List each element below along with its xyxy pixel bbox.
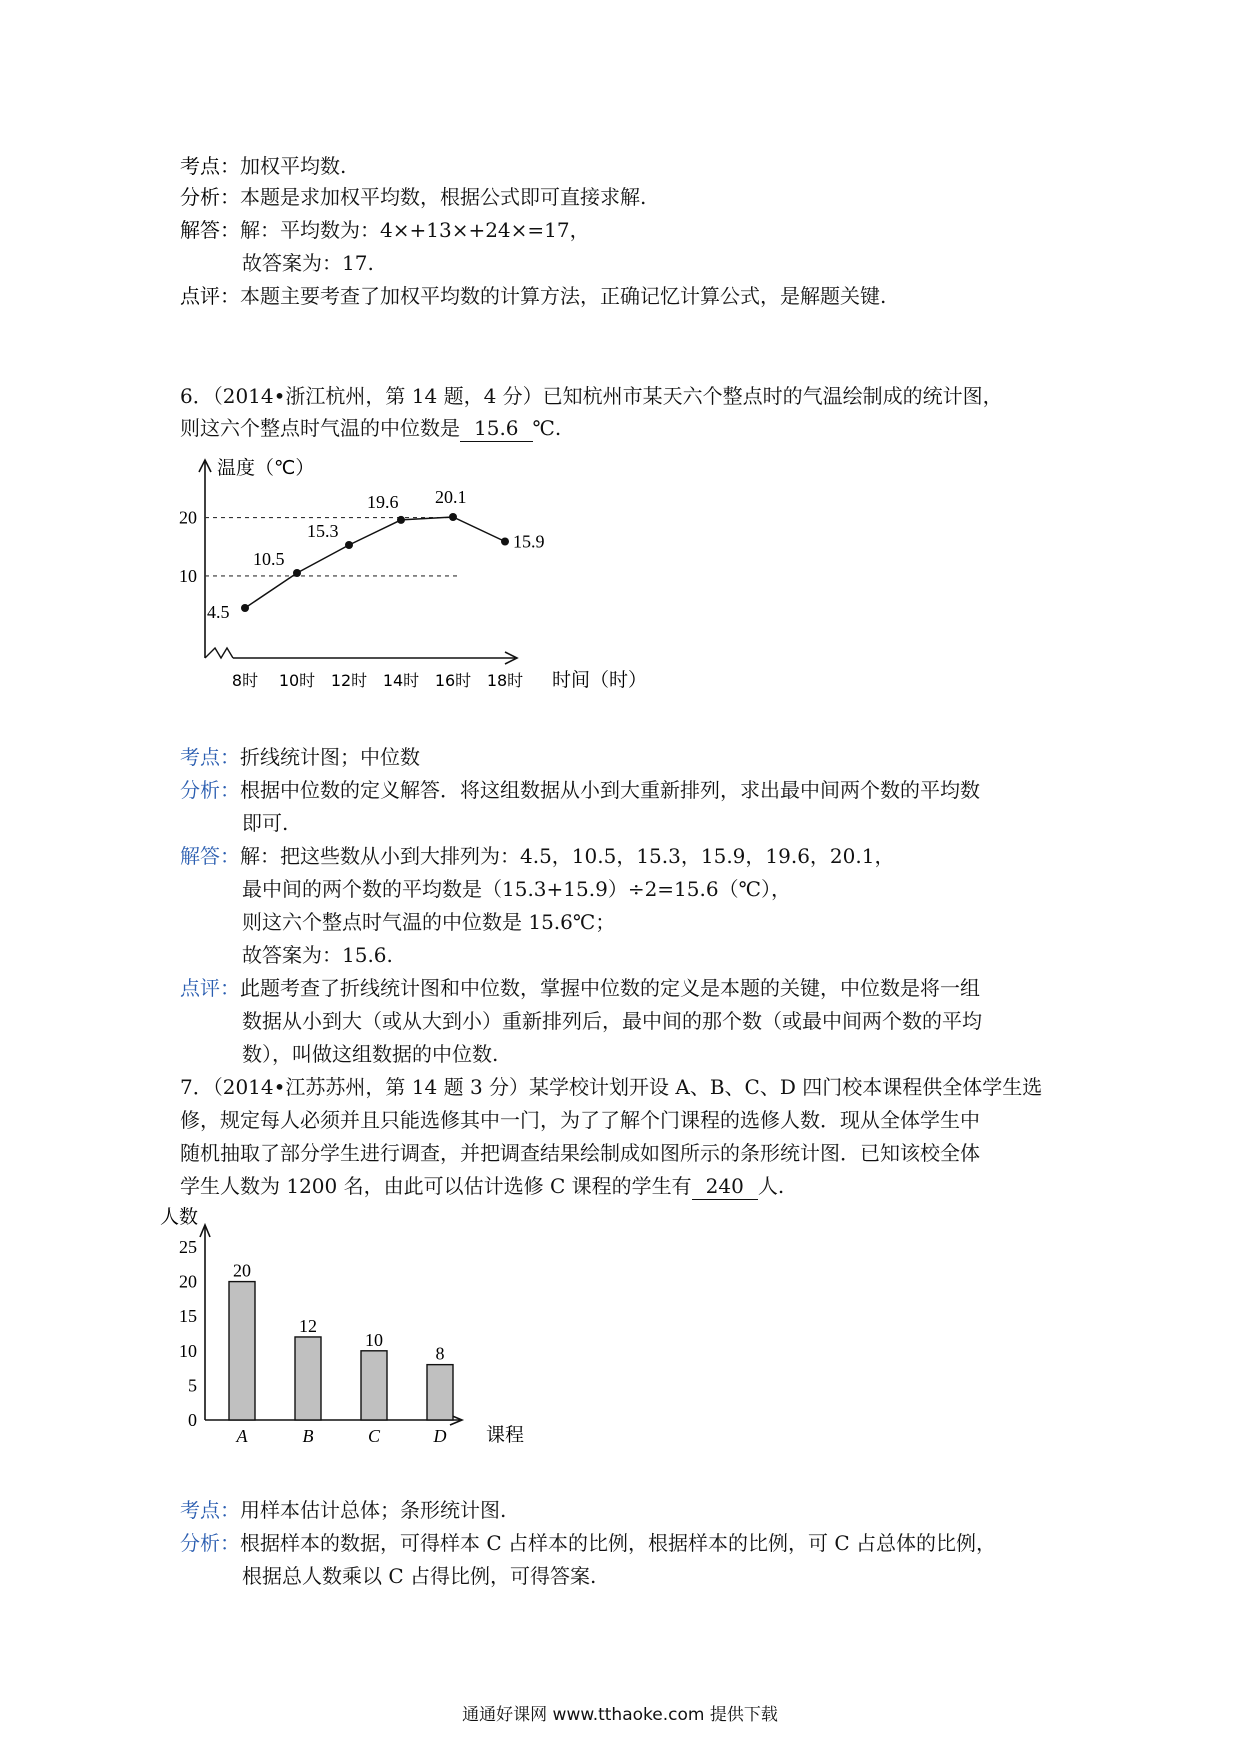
- data-point: [293, 569, 301, 577]
- data-point: [397, 516, 405, 524]
- q6-dianping-line: [180, 975, 980, 1001]
- y-tick-label: 10: [179, 565, 197, 586]
- y-tick-label: 20: [179, 507, 197, 528]
- q6-unit: ℃.: [532, 416, 562, 440]
- jieda-text-1: 解：把这些数从小到大排列为：4.5，10.5，15.3，15.9，19.6，20.1，: [240, 844, 895, 868]
- q6-fenxi-line: [180, 777, 980, 803]
- q6-jieda-line-3: 则这六个整点时气温的中位数是 15.6℃；: [242, 910, 616, 934]
- bar: [295, 1337, 321, 1420]
- q7-fenxi-line-2: 根据总人数乘以 C 占得比例，可得答案.: [242, 1564, 597, 1588]
- q6-kaodian-line: [180, 744, 420, 770]
- bar: [427, 1365, 453, 1420]
- data-point: [449, 513, 457, 521]
- q6-line-1: 6．（2014•浙江杭州，第 14 题，4 分）已知杭州市某天六个整点时的气温绘制成的统计图，: [180, 384, 1003, 408]
- kaodian-label: 考点：: [180, 745, 240, 769]
- y-tick-label: 10: [179, 1340, 197, 1361]
- x-tick-label: 18时: [486, 671, 524, 690]
- y-tick-label: 20: [179, 1271, 197, 1292]
- data-label: 4.5: [207, 602, 230, 622]
- data-label: 20: [233, 1260, 251, 1281]
- data-label: 19.6: [367, 491, 399, 512]
- fenxi-label: 分析：: [180, 1531, 240, 1555]
- jieda-label: 解答：: [180, 218, 240, 242]
- x-tick-label: 10时: [278, 671, 316, 690]
- y-tick-label: 5: [188, 1375, 197, 1396]
- q7-line-2: 修，规定每人必须并且只能选修其中一门，为了了解个门课程的选修人数．现从全体学生中: [180, 1108, 980, 1132]
- data-label: 15.3: [307, 521, 339, 541]
- dianping-label: 点评：: [180, 976, 240, 1000]
- q6-jieda-line-4: 故答案为：15.6.: [242, 943, 393, 967]
- q6-stem: 则这六个整点时气温的中位数是: [180, 416, 460, 440]
- q7-line-1: 7．（2014•江苏苏州，第 14 题 3 分）某学校计划开设 A、B、C、D 四门校本课程供全体学生选: [180, 1075, 1043, 1099]
- kaodian-label: 考点：: [180, 1498, 240, 1522]
- kaodian-text: 用样本估计总体；条形统计图.: [240, 1498, 507, 1522]
- q5-fenxi-line: [180, 184, 646, 210]
- q5-kaodian-line: [180, 153, 346, 179]
- q6-dianping-line-3: 数），叫做这组数据的中位数.: [242, 1042, 499, 1066]
- data-label: 10.5: [253, 549, 285, 569]
- x-tick-label: 14时: [382, 671, 420, 690]
- x-tick-label: D: [433, 1426, 447, 1445]
- x-tick-label: 12时: [330, 671, 368, 690]
- page-footer: 通通好课网 www.tthaoke.com 提供下载: [462, 1705, 778, 1725]
- q5-dianping-line: [180, 283, 886, 309]
- data-label: 15.9: [513, 531, 545, 552]
- q7-unit: 人.: [757, 1174, 785, 1198]
- y-tick-label: 15: [179, 1306, 197, 1327]
- q7-line-3: 随机抽取了部分学生进行调查，并把调查结果绘制成如图所示的条形统计图．已知该校全体: [180, 1141, 980, 1165]
- fenxi-text-1: 根据样本的数据，可得样本 C 占样本的比例，根据样本的比例，可 C 占总体的比例，: [240, 1531, 997, 1555]
- x-tick-label: A: [236, 1426, 248, 1445]
- kaodian-label: 考点：: [180, 154, 240, 178]
- dianping-label: 点评：: [180, 284, 240, 308]
- temperature-line-chart: [160, 450, 680, 710]
- q6-line-2: [180, 415, 561, 442]
- q5-jieda-line-2: 故答案为：17.: [242, 251, 374, 275]
- x-axis-label: 课程: [486, 1424, 525, 1445]
- q7-kaodian-line: [180, 1497, 506, 1523]
- q6-jieda-line: [180, 843, 894, 869]
- jieda-label: 解答：: [180, 844, 240, 868]
- data-point: [345, 541, 353, 549]
- q6-dianping-line-2: 数据从小到大（或从大到小）重新排列后，最中间的那个数（或最中间两个数的平均: [242, 1009, 982, 1033]
- fenxi-label: 分析：: [180, 185, 240, 209]
- x-tick-label: 16时: [434, 671, 472, 690]
- kaodian-text: 加权平均数.: [240, 154, 347, 178]
- dianping-text-1: 此题考查了折线统计图和中位数，掌握中位数的定义是本题的关键，中位数是将一组: [240, 976, 980, 1000]
- x-tick-label: B: [302, 1426, 314, 1445]
- q6-jieda-line-2: 最中间的两个数的平均数是（15.3+15.9）÷2=15.6（℃），: [242, 877, 791, 901]
- x-tick-label: C: [367, 1426, 381, 1445]
- q7-line-4: [180, 1173, 784, 1200]
- q7-answer-blank: 240: [692, 1173, 758, 1200]
- y-axis-label: 人数: [160, 1206, 199, 1228]
- fenxi-text-1: 根据中位数的定义解答．将这组数据从小到大重新排列，求出最中间两个数的平均数: [240, 778, 980, 802]
- x-axis-label: 时间（时）: [552, 669, 648, 691]
- axis-break-zigzag: [205, 648, 233, 658]
- jieda-text-1: 解：平均数为：4×+13×+24×=17，: [240, 218, 590, 242]
- bar: [229, 1282, 255, 1420]
- q7-fenxi-line: [180, 1530, 996, 1556]
- y-tick-label: 0: [188, 1410, 197, 1430]
- fenxi-label: 分析：: [180, 778, 240, 802]
- data-label: 10: [365, 1329, 383, 1350]
- q6-answer-blank: 15.6: [460, 415, 533, 442]
- y-tick-label: 25: [179, 1237, 197, 1257]
- kaodian-text: 折线统计图；中位数: [240, 745, 420, 769]
- q7-stem: 学生人数为 1200 名，由此可以估计选修 C 课程的学生有: [180, 1174, 692, 1198]
- data-label: 20.1: [435, 487, 467, 507]
- q5-jieda-line: [180, 217, 590, 243]
- data-label: 8: [435, 1343, 445, 1364]
- q6-fenxi-line-2: 即可.: [242, 811, 289, 835]
- data-label: 12: [299, 1315, 317, 1336]
- fenxi-text: 本题是求加权平均数，根据公式即可直接求解.: [240, 185, 647, 209]
- dianping-text: 本题主要考查了加权平均数的计算方法，正确记忆计算公式，是解题关键.: [240, 284, 887, 308]
- course-bar-chart: [160, 1205, 560, 1445]
- data-point: [241, 604, 249, 612]
- x-tick-label: 8时: [231, 671, 259, 690]
- y-axis-label: 温度（℃）: [217, 457, 315, 479]
- data-point: [501, 538, 509, 546]
- bar: [361, 1351, 387, 1420]
